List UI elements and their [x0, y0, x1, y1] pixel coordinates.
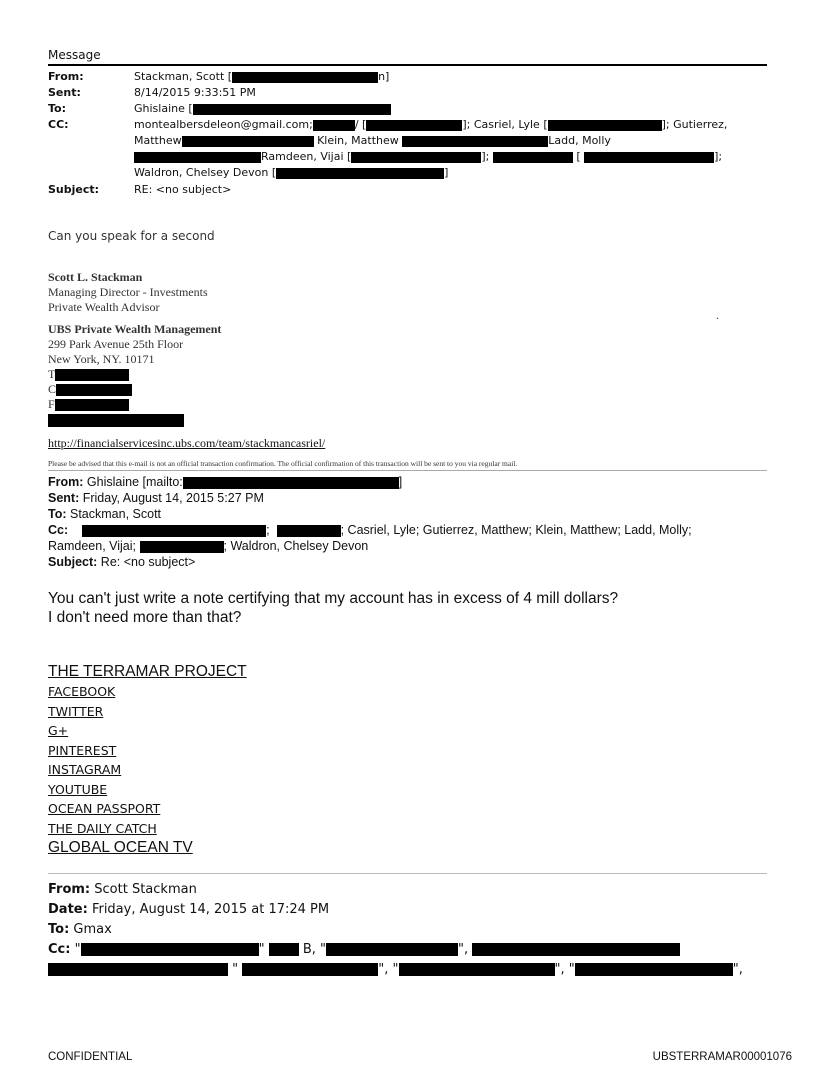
cc-text: ", — [458, 942, 469, 957]
reply-to-value: Stackman, Scott — [70, 507, 162, 521]
reply2-cc — [48, 942, 680, 957]
redaction-box — [584, 152, 714, 163]
ocean-passport-link[interactable]: OCEAN PASSPORT — [48, 801, 161, 816]
cc-text: Waldron, Chelsey Devon [ — [134, 166, 277, 179]
cc-label: CC: — [48, 118, 69, 131]
reply2-from — [48, 882, 197, 897]
reply2-date-value: Friday, August 14, 2015 at 17:24 PM — [91, 902, 330, 917]
redaction-box — [493, 152, 573, 163]
redaction-box — [55, 399, 129, 411]
cc-text: " — [258, 942, 265, 957]
from-field — [134, 70, 389, 83]
reply-cc-label: Cc: — [48, 523, 69, 537]
reply-cc — [48, 523, 692, 537]
signature-phone-f — [48, 397, 129, 412]
redaction-box — [269, 943, 299, 956]
redaction-box — [402, 136, 548, 147]
redaction-box — [48, 414, 184, 427]
reply2-cc-line-2 — [48, 962, 743, 977]
reply-body-line-2: I don't need more than that? — [48, 609, 242, 626]
from-label: From: — [48, 70, 84, 83]
reply-subject — [48, 555, 195, 569]
redaction-box — [276, 168, 444, 179]
cc-line-4 — [134, 166, 448, 179]
redaction-box — [399, 963, 555, 976]
cc-text: ]; Gutierrez, — [661, 118, 728, 131]
to-label: To: — [48, 102, 66, 115]
google-plus-link[interactable]: G+ — [48, 723, 69, 738]
redaction-box — [313, 120, 355, 131]
cc-text: Ladd, Molly — [548, 134, 611, 147]
reply2-date-label: Date: — [48, 902, 88, 917]
cc-text: ]; Casriel, Lyle [ — [462, 118, 548, 131]
signature-company: UBS Private Wealth Management — [48, 322, 222, 336]
reply-from-value: Ghislaine [mailto: — [86, 475, 183, 489]
reply-subject-value: Re: <no subject> — [100, 555, 196, 569]
signature-name: Scott L. Stackman — [48, 270, 143, 284]
cc-text: montealbersdeleon@gmail.com; — [134, 118, 313, 131]
cc-text: ", " — [378, 962, 399, 977]
cc-text: B, " — [302, 942, 327, 957]
redaction-box — [56, 384, 132, 396]
redaction-box — [81, 943, 259, 956]
sent-value: 8/14/2015 9:33:51 PM — [134, 86, 256, 99]
redaction-box — [193, 104, 391, 115]
disclaimer-text: Please be advised that this e-mail is not an official transaction confirmation. The official confirmation of this transaction will be sent to you via regular mail. — [48, 459, 518, 468]
message-body: Can you speak for a second — [48, 229, 215, 243]
redaction-box — [55, 369, 129, 381]
cc-text: Ramdeen, Vijai; — [48, 539, 137, 553]
team-url-link[interactable]: http://financialservicesinc.ubs.com/team/stackmancasriel/ — [48, 436, 326, 450]
cc-text: ; Waldron, Chelsey Devon — [223, 539, 369, 553]
pinterest-link[interactable]: PINTEREST — [48, 743, 117, 758]
from-value: Stackman, Scott [ — [134, 70, 233, 83]
cc-text: " — [74, 942, 81, 957]
facebook-link[interactable]: FACEBOOK — [48, 684, 116, 699]
redaction-box — [277, 525, 341, 537]
reply-divider-2 — [48, 873, 767, 874]
reply2-from-value: Scott Stackman — [94, 882, 197, 897]
reply-sent-value: Friday, August 14, 2015 5:27 PM — [82, 491, 264, 505]
reply2-from-label: From: — [48, 882, 91, 897]
redaction-box — [242, 963, 378, 976]
cc-text: ; — [266, 523, 270, 537]
cc-text: [ — [576, 150, 581, 163]
phone-label: T — [48, 367, 56, 381]
cc-line-2 — [134, 134, 611, 147]
daily-catch-link[interactable]: THE DAILY CATCH — [48, 821, 157, 836]
subject-label: Subject: — [48, 183, 100, 196]
signature-dot: . — [716, 308, 719, 322]
reply2-to-label: To: — [48, 922, 70, 937]
signature-phone-c — [48, 382, 132, 397]
redaction-box — [548, 120, 662, 131]
redaction-box — [182, 136, 314, 147]
twitter-link[interactable]: TWITTER — [48, 704, 104, 719]
cc-text: " — [232, 962, 239, 977]
cc-text: ]; — [714, 150, 723, 163]
cc-line-3 — [134, 150, 722, 163]
redaction-box — [232, 72, 378, 83]
redaction-box — [326, 943, 458, 956]
to-field — [134, 102, 391, 115]
reply-from-tail: ] — [398, 475, 403, 489]
reply2-to — [48, 922, 112, 937]
redaction-box — [134, 152, 261, 163]
reply-divider — [48, 470, 767, 471]
to-value: Ghislaine [ — [134, 102, 193, 115]
cc-text: / [ — [354, 118, 367, 131]
reply2-to-value: Gmax — [73, 922, 112, 937]
reply-to-label: To: — [48, 507, 67, 521]
signature-title: Managing Director - Investments — [48, 285, 208, 299]
footer-bates-number: UBSTERRAMAR00001076 — [652, 1051, 792, 1063]
cc-text: ", " — [554, 962, 575, 977]
reply2-date — [48, 902, 329, 917]
reply-from-label: From: — [48, 475, 84, 489]
cc-line-1 — [134, 118, 727, 131]
redaction-box — [575, 963, 733, 976]
reply-sent — [48, 491, 264, 505]
redaction-box — [366, 120, 462, 131]
cc-text: ; Casriel, Lyle; Gutierrez, Matthew; Klein, Matthew; Ladd, Molly; — [340, 523, 692, 537]
instagram-link[interactable]: INSTAGRAM — [48, 762, 122, 777]
redaction-box — [82, 525, 266, 537]
footer-confidential: CONFIDENTIAL — [48, 1051, 133, 1063]
signature-title-2: Private Wealth Advisor — [48, 300, 160, 314]
cc-text: Ramdeen, Vijai [ — [261, 150, 352, 163]
redaction-box — [351, 152, 481, 163]
reply2-cc-label: Cc: — [48, 942, 71, 957]
signature-address-2: New York, NY. 10171 — [48, 352, 155, 366]
phone-label: C — [48, 382, 57, 396]
cc-text: ]; — [481, 150, 490, 163]
terramar-project-link[interactable]: THE TERRAMAR PROJECT — [48, 663, 247, 680]
reply-sent-label: Sent: — [48, 491, 80, 505]
cc-text: Klein, Matthew — [317, 134, 399, 147]
reply-from — [48, 475, 402, 489]
header-divider — [48, 64, 767, 66]
reply-subject-label: Subject: — [48, 555, 98, 569]
redaction-box — [183, 477, 399, 489]
subject-value: RE: <no subject> — [134, 183, 232, 196]
sent-label: Sent: — [48, 86, 81, 99]
reply-body-line-1: You can't just write a note certifying that my account has in excess of 4 mill dollars? — [48, 590, 619, 607]
redaction-box — [140, 541, 224, 553]
youtube-link[interactable]: YOUTUBE — [48, 782, 108, 797]
redaction-box — [48, 963, 228, 976]
signature-phone-t — [48, 367, 129, 382]
global-ocean-tv-link[interactable]: GLOBAL OCEAN TV — [48, 839, 193, 856]
from-tail: n] — [378, 70, 390, 83]
phone-label: F — [48, 397, 55, 411]
redaction-box — [472, 943, 680, 956]
signature-address-1: 299 Park Avenue 25th Floor — [48, 337, 184, 351]
cc-text: ", — [732, 962, 743, 977]
reply-cc-line-2 — [48, 539, 368, 553]
message-heading: Message — [48, 48, 101, 62]
cc-text: Matthew — [134, 134, 182, 147]
reply-to — [48, 507, 161, 521]
cc-text: ] — [444, 166, 449, 179]
